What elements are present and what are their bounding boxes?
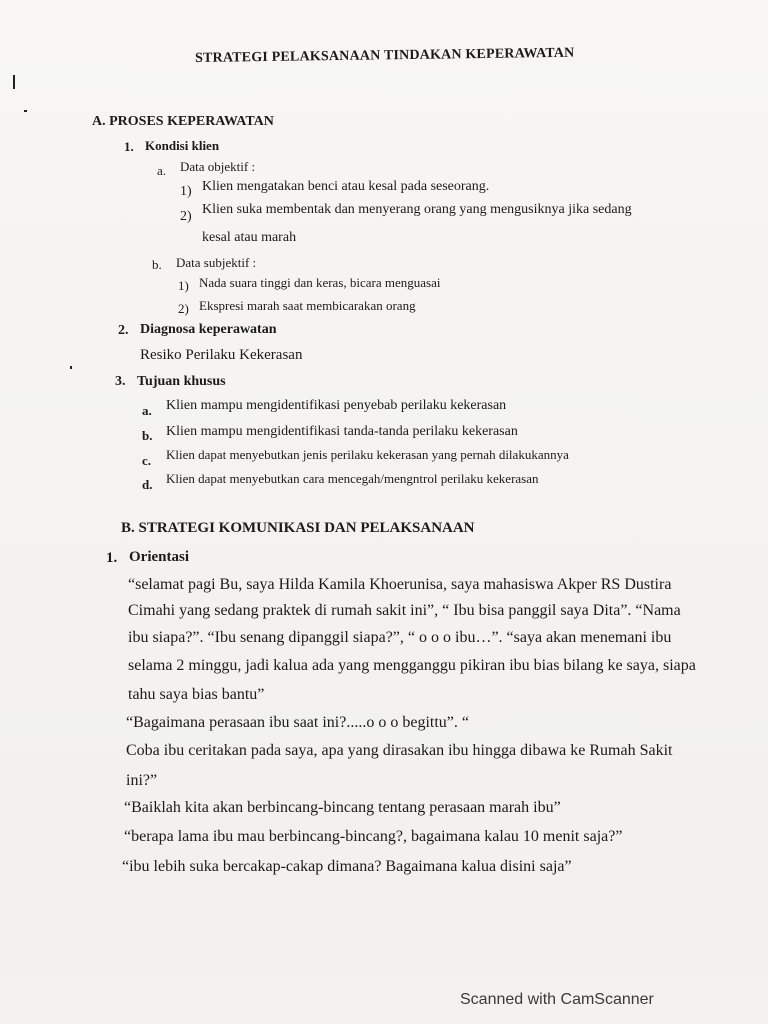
- goal-item-text: Klien dapat menyebutkan cara mencegah/mengntrol perilaku kekerasan: [166, 471, 539, 486]
- dialogue-line: ibu siapa?”. “Ibu senang dipanggil siapa?”, “ o o o ibu…”. “saya akan menemani ibu: [128, 629, 672, 646]
- item-2-title: Diagnosa keperawatan: [140, 322, 277, 337]
- sub-a-title: Data objektif :: [180, 159, 256, 174]
- dialogue-line: “berapa lama ibu mau berbincang-bincang?, bagaimana kalau 10 menit saja?”: [124, 828, 623, 845]
- subjective-item-num: 1): [178, 278, 189, 293]
- goal-item-text: Klien mampu mengidentifikasi tanda-tanda perilaku kekerasan: [166, 424, 518, 439]
- subjective-item-text: Ekspresi marah saat membicarakan orang: [199, 298, 416, 313]
- dialogue-line: “selamat pagi Bu, saya Hilda Kamila Khoerunisa, saya mahasiswa Akper RS Dustira: [128, 576, 672, 593]
- goal-item-text: Klien dapat menyebutkan jenis perilaku kekerasan yang pernah dilakukannya: [166, 447, 569, 462]
- item-3-number: 3.: [115, 374, 126, 389]
- section-a-heading: A. PROSES KEPERAWATAN: [92, 114, 274, 129]
- scan-speck: [13, 75, 15, 89]
- sub-b-label: b.: [152, 257, 162, 272]
- objective-item-num: 1): [180, 184, 192, 199]
- dialogue-line: “Baiklah kita akan berbincang-bincang tentang perasaan marah ibu”: [124, 799, 561, 816]
- camscanner-watermark: Scanned with CamScanner: [460, 991, 654, 1008]
- goal-item-num: b.: [142, 428, 153, 443]
- orientation-title: Orientasi: [129, 549, 189, 565]
- objective-item-continuation: kesal atau marah: [202, 230, 297, 245]
- dialogue-line: Coba ibu ceritakan pada saya, apa yang dirasakan ibu hingga dibawa ke Rumah Sakit: [126, 742, 673, 759]
- subjective-item-num: 2): [178, 301, 189, 316]
- dialogue-line: “ibu lebih suka bercakap-cakap dimana? Bagaimana kalua disini saja”: [122, 858, 572, 875]
- dialogue-line: tahu saya bias bantu”: [128, 686, 265, 703]
- item-1-number: 1.: [124, 139, 134, 154]
- goal-item-num: d.: [142, 477, 153, 492]
- section-b-heading: B. STRATEGI KOMUNIKASI DAN PELAKSANAAN: [121, 520, 475, 536]
- item-3-title: Tujuan khusus: [137, 374, 226, 389]
- scan-speck: [70, 366, 72, 369]
- item-1-title: Kondisi klien: [145, 138, 220, 153]
- goal-item-num: a.: [142, 403, 152, 418]
- objective-item-text: Klien mengatakan benci atau kesal pada seseorang.: [202, 179, 490, 194]
- item-2-number: 2.: [118, 323, 129, 338]
- sub-b-title: Data subjektif :: [176, 255, 257, 270]
- dialogue-line: Cimahi yang sedang praktek di rumah sakit ini”, “ Ibu bisa panggil saya Dita”. “Nama: [128, 602, 681, 619]
- document-title: STRATEGI PELAKSANAAN TINDAKAN KEPERAWATAN: [194, 45, 575, 66]
- dialogue-line: ini?”: [126, 772, 158, 789]
- orientation-number: 1.: [106, 550, 118, 566]
- objective-item-num: 2): [180, 209, 192, 224]
- diagnosis-text: Resiko Perilaku Kekerasan: [140, 347, 303, 363]
- sub-a-label: a.: [157, 163, 167, 178]
- subjective-item-text: Nada suara tinggi dan keras, bicara menguasai: [199, 275, 441, 290]
- goal-item-num: c.: [142, 453, 152, 468]
- dialogue-line: selama 2 minggu, jadi kalua ada yang mengganggu pikiran ibu bias bilang ke saya, siapa: [128, 657, 696, 674]
- dialogue-line: “Bagaimana perasaan ibu saat ini?.....o o o begittu”. “: [126, 714, 469, 731]
- goal-item-text: Klien mampu mengidentifikasi penyebab perilaku kekerasan: [166, 398, 507, 413]
- objective-item-text: Klien suka membentak dan menyerang orang yang mengusiknya jika sedang: [202, 202, 632, 217]
- scan-speck: [24, 110, 27, 112]
